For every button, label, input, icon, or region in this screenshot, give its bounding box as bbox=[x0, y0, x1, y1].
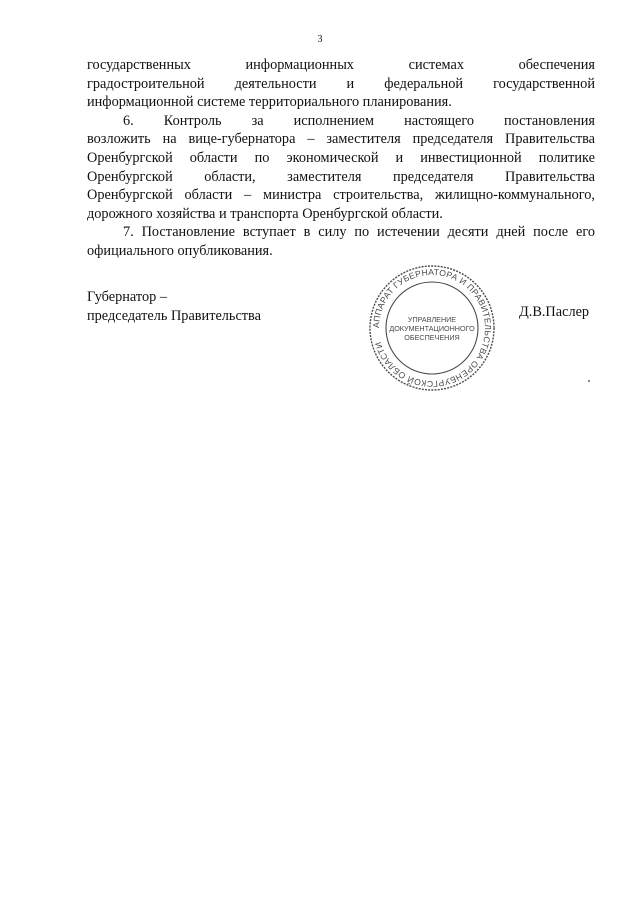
paragraph-6 bbox=[87, 112, 595, 224]
scan-speck bbox=[588, 380, 590, 382]
text-line: 6. Контроль за исполнением настоящего постановления bbox=[123, 112, 595, 129]
signatory-name: Д.В.Паслер bbox=[519, 304, 590, 320]
stamp-center-line: УПРАВЛЕНИЕ bbox=[407, 315, 457, 324]
signatory-title bbox=[87, 288, 261, 325]
text-line: возложить на вице-губернатора – заместителя председателя Правительства bbox=[87, 131, 595, 148]
document-body bbox=[87, 56, 595, 261]
text-line: информационной системе территориального планирования. bbox=[87, 94, 452, 111]
text-line: официального опубликования. bbox=[87, 242, 273, 259]
official-seal-stamp bbox=[368, 264, 496, 392]
text-line: Оренбургской области – министра строительства, жилищно-коммунального, bbox=[87, 187, 595, 204]
text-line: дорожного хозяйства и транспорта Оренбургской области. bbox=[87, 205, 443, 222]
stamp-center-line: ДОКУМЕНТАЦИОННОГО bbox=[389, 324, 475, 333]
signatory-title-line-2: председатель Правительства bbox=[87, 307, 261, 324]
paragraph-7 bbox=[87, 223, 595, 260]
signatory-title-line-1: Губернатор – bbox=[87, 289, 167, 305]
paragraph-1 bbox=[87, 56, 595, 112]
text-line: градостроительной деятельности и федеральной государственной bbox=[87, 75, 595, 92]
text-line: 7. Постановление вступает в силу по истечении десяти дней после его bbox=[123, 224, 595, 241]
stamp-center-line: ОБЕСПЕЧЕНИЯ bbox=[404, 333, 460, 342]
page-number: 3 bbox=[317, 34, 323, 45]
text-line: государственных информационных системах обеспечения bbox=[87, 57, 595, 73]
text-line: Оренбургской области по экономической и инвестиционной политике bbox=[87, 149, 595, 166]
stamp-ring-text: АППАРАТ ГУБЕРНАТОРА И ПРАВИТЕЛЬСТВА ОРЕНБУРГСКОЙ ОБЛАСТИ bbox=[370, 266, 494, 390]
text-line: Оренбургской области, заместителя председателя Правительства bbox=[87, 168, 595, 185]
